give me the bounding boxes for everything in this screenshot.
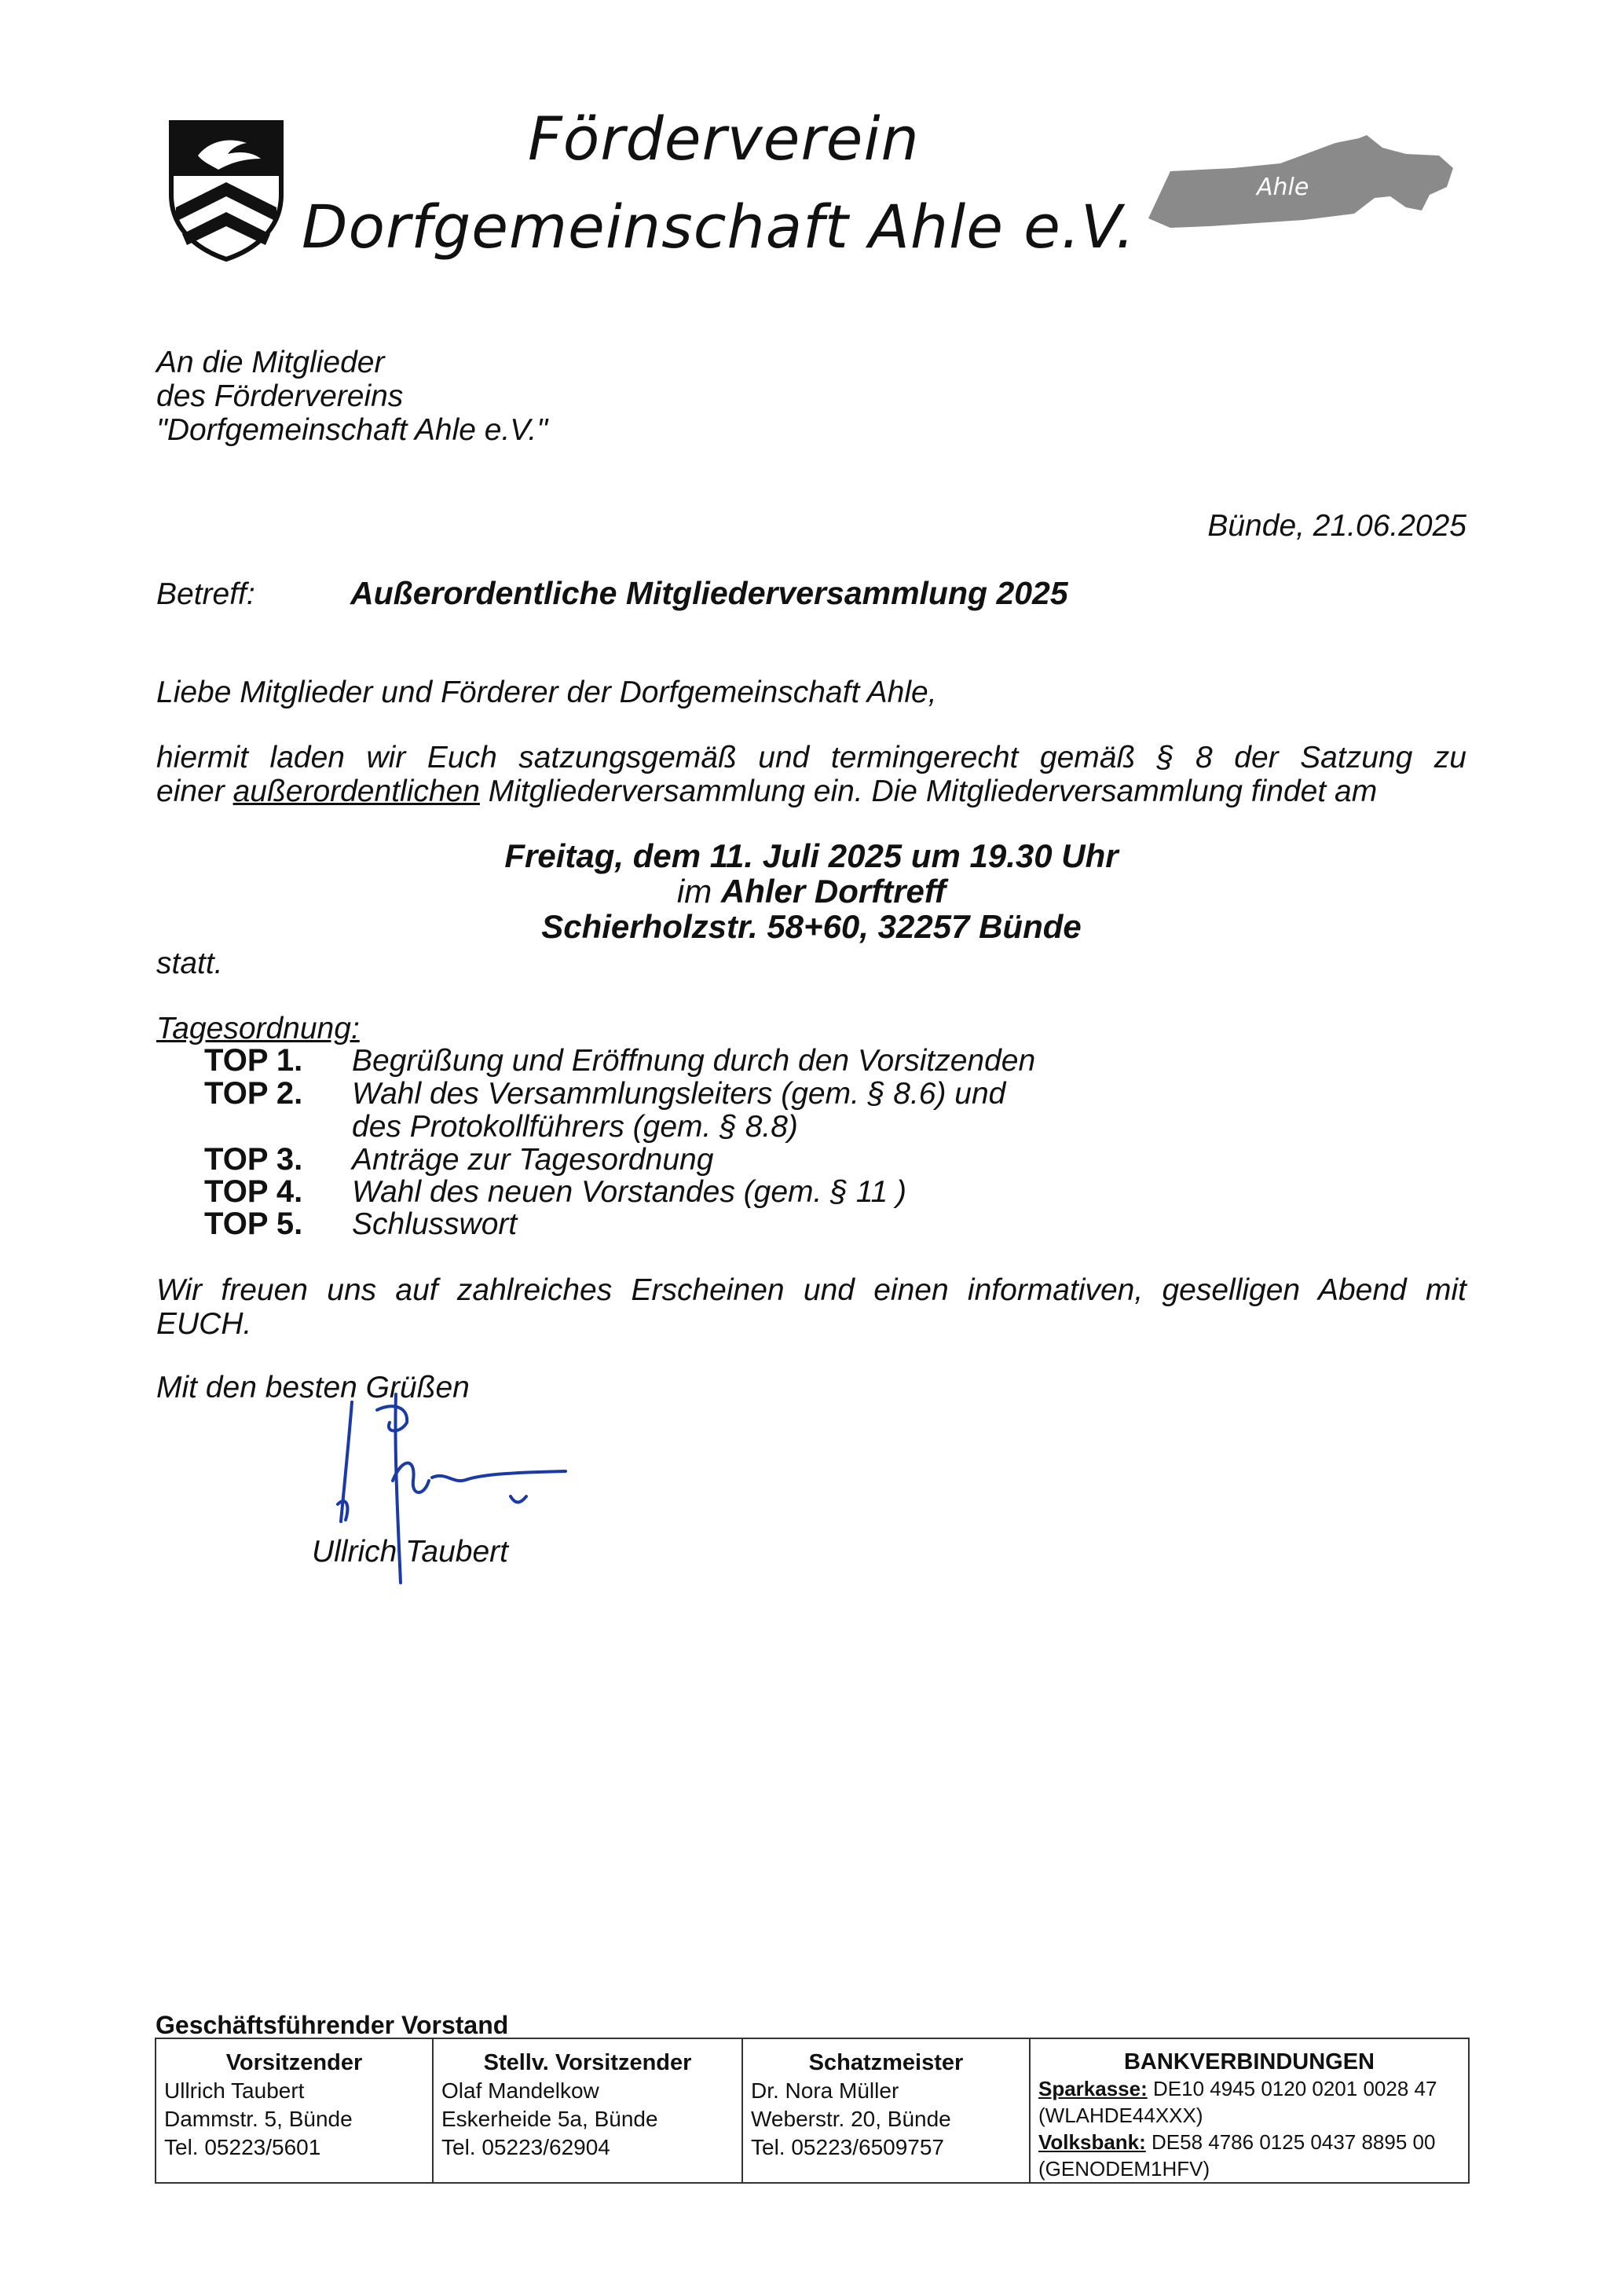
board-column-treasurer — [743, 2039, 1029, 2182]
letter-date: Bünde, 21.06.2025 — [1207, 509, 1466, 543]
event-place-prefix: im — [676, 873, 721, 910]
coat-of-arms-logo — [168, 119, 284, 262]
recipient-line: des Fördervereins — [156, 379, 404, 413]
closing-line: EUCH. — [156, 1307, 252, 1341]
agenda-number: TOP 2. — [204, 1076, 303, 1111]
board-column-heading: Stellv. Vorsitzender — [483, 2050, 692, 2075]
handwritten-signature — [314, 1379, 581, 1630]
subject-label: Betreff: — [156, 577, 255, 611]
intro-line: hiermit laden wir Euch satzungsgemäß und termingerecht gemäß § 8 der Satzung zu — [156, 741, 1466, 774]
recipient-address — [156, 346, 547, 447]
event-details — [156, 838, 1466, 944]
board-column-heading: Vorsitzender — [225, 2050, 363, 2075]
board-column-line: Tel. 05223/62904 — [441, 2135, 610, 2159]
intro-text: einer — [156, 774, 233, 808]
agenda-number: TOP 3. — [204, 1142, 303, 1177]
agenda-item: Wahl des Versammlungsleiters (gem. § 8.6) und — [352, 1077, 1006, 1111]
event-place-name: Ahler Dorftreff — [720, 873, 946, 910]
board-column-bank — [1031, 2039, 1468, 2182]
board-title: Geschäftsführender Vorstand — [156, 2011, 509, 2039]
agenda-item: Wahl des neuen Vorstandes (gem. § 11 ) — [352, 1175, 907, 1209]
bank-iban-sparkasse: DE10 4945 0120 0201 0028 47 — [1147, 2077, 1437, 2100]
closing-line: Wir freuen uns auf zahlreiches Erscheinen und einen informativen, geselligen Abend mit — [156, 1273, 1466, 1307]
board-column-line: Eskerheide 5a, Bünde — [441, 2107, 658, 2131]
board-column-line: Dr. Nora Müller — [751, 2078, 899, 2103]
agenda-number: TOP 1. — [204, 1043, 303, 1078]
board-column-line: Ullrich Taubert — [164, 2078, 305, 2103]
closing-paragraph — [156, 1273, 1466, 1341]
event-datetime: Freitag, dem 11. Juli 2025 um 19.30 Uhr — [504, 837, 1119, 874]
agenda-item: Begrüßung und Eröffnung durch den Vorsitzenden — [352, 1044, 1036, 1078]
agenda-number: TOP 5. — [204, 1207, 303, 1241]
intro-line — [156, 774, 1466, 808]
board-column-chair — [156, 2039, 432, 2182]
agenda-number: TOP 4. — [204, 1174, 303, 1209]
agenda-item: Anträge zur Tagesordnung — [352, 1143, 714, 1177]
board-column-line: Tel. 05223/5601 — [164, 2135, 321, 2159]
bank-heading: BANKVERBINDUNGEN — [1123, 2049, 1375, 2074]
bank-line — [1031, 2075, 1468, 2102]
org-name-line1: Förderverein — [528, 104, 920, 174]
bank-label-sparkasse: Sparkasse: — [1038, 2077, 1148, 2100]
village-map-logo — [1147, 132, 1455, 244]
closing-greeting: Mit den besten Grüßen — [156, 1371, 470, 1404]
event-address: Schierholzstr. 58+60, 32257 Bünde — [541, 908, 1082, 945]
board-column-line: Dammstr. 5, Bünde — [164, 2107, 353, 2131]
statt-text: statt. — [156, 947, 223, 980]
intro-paragraph — [156, 741, 1466, 808]
intro-underlined-text: außerordentlichen — [232, 774, 480, 808]
bank-iban-volksbank: DE58 4786 0125 0437 8895 00 — [1145, 2130, 1436, 2154]
intro-text: Mitgliederversammlung ein. Die Mitgliederversammlung findet am — [479, 774, 1378, 808]
board-column-line: Weberstr. 20, Bünde — [751, 2107, 951, 2131]
bank-label-volksbank: Volksbank: — [1038, 2130, 1146, 2154]
salutation: Liebe Mitglieder und Förderer der Dorfgemeinschaft Ahle, — [156, 676, 937, 709]
agenda-item-continuation: des Protokollführers (gem. § 8.8) — [352, 1110, 798, 1144]
signer-name: Ullrich Taubert — [312, 1535, 508, 1569]
board-column-heading: Schatzmeister — [808, 2050, 964, 2075]
event-place — [156, 873, 1466, 909]
bank-bic-volksbank: (GENODEM1HFV) — [1038, 2157, 1210, 2181]
recipient-line: An die Mitglieder — [156, 346, 385, 379]
agenda-item: Schlusswort — [352, 1207, 518, 1241]
board-column-vice-chair — [434, 2039, 741, 2182]
bank-bic-sparkasse: (WLAHDE44XXX) — [1038, 2104, 1203, 2127]
board-column-line: Tel. 05223/6509757 — [751, 2135, 944, 2159]
board-table — [155, 2038, 1470, 2184]
bank-line — [1031, 2129, 1468, 2155]
recipient-line: "Dorfgemeinschaft Ahle e.V." — [156, 413, 548, 447]
board-column-line: Olaf Mandelkow — [441, 2078, 599, 2103]
map-label: Ahle — [1257, 174, 1309, 201]
org-name-line2: Dorfgemeinschaft Ahle e.V. — [302, 192, 1136, 262]
agenda-title: Tagesordnung: — [156, 1012, 360, 1045]
subject-text: Außerordentliche Mitgliederversammlung 2025 — [350, 575, 1068, 611]
